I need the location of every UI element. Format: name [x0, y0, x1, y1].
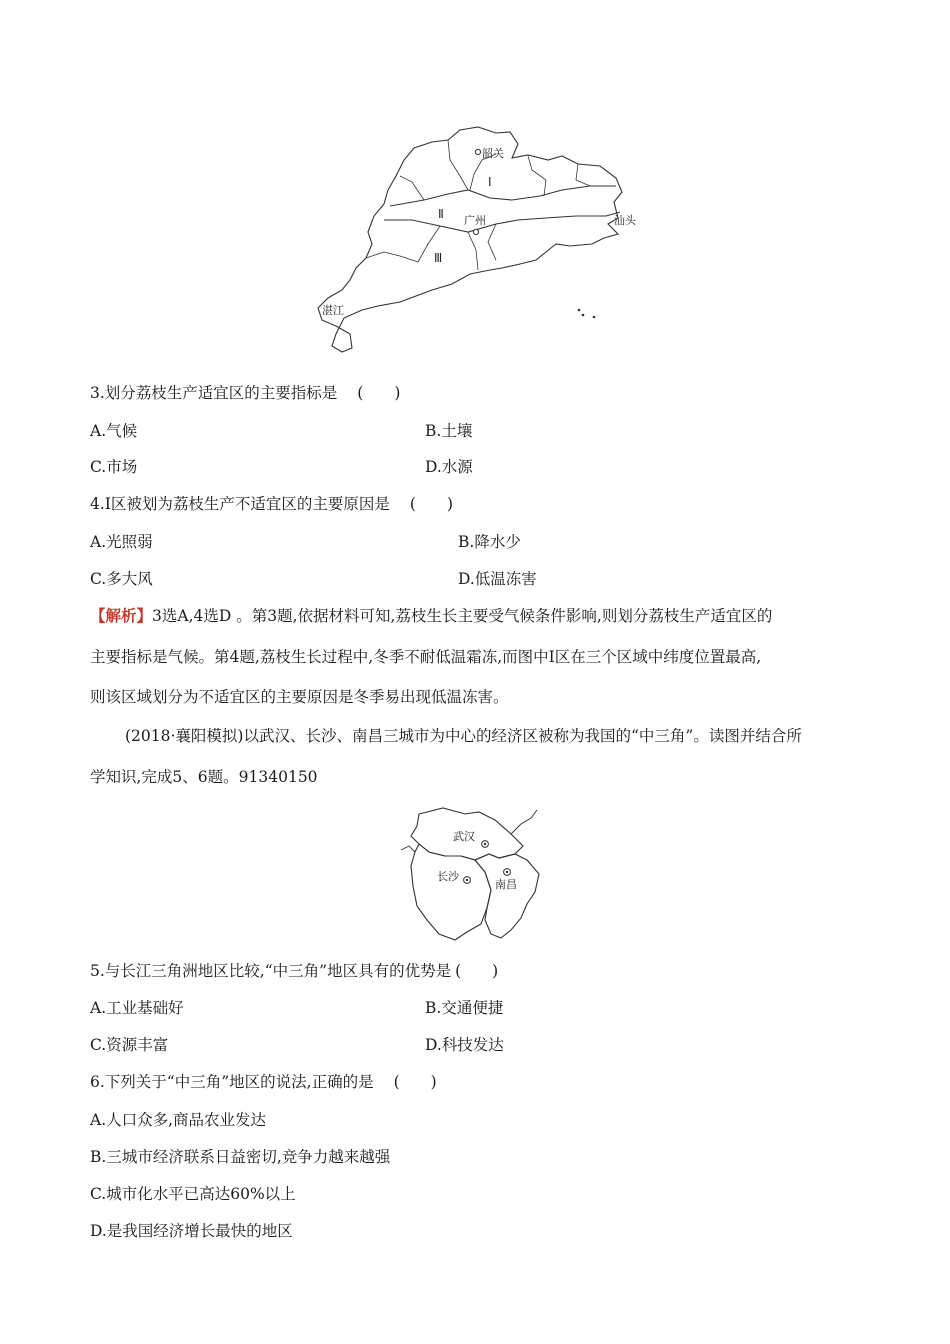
intro-line-1: (2018·襄阳模拟)以武汉、长沙、南昌三城市为中心的经济区被称为我国的“中三角”。读图并结合所 [125, 727, 802, 745]
q3-stem: 3.划分荔枝生产适宜区的主要指标是 ( ) [90, 384, 401, 402]
inner-boundary [400, 176, 424, 200]
label-zone-2: Ⅱ [438, 207, 444, 221]
q4-stem: 4.Ⅰ区被划为荔枝生产不适宜区的主要原因是 ( ) [90, 495, 454, 513]
q5-stem: 5.与长江三角洲地区比较,“中三角”地区具有的优势是 ( ) [90, 962, 499, 980]
analysis-line-3: 则该区域划分为不适宜区的主要原因是冬季易出现低温冻害。 [90, 688, 509, 706]
q5-option-b: B.交通便捷 [425, 999, 504, 1017]
label-shaoguan: 韶关 [482, 147, 504, 160]
wuhan-marker [482, 841, 489, 848]
island-mark [582, 314, 585, 317]
label-nanchang: 南昌 [495, 878, 517, 891]
changsha-marker [464, 877, 471, 884]
q4-option-b: B.降水少 [458, 533, 521, 551]
inner-boundary [448, 140, 468, 190]
label-guangzhou: 广州 [464, 214, 486, 227]
q6-option-c: C.城市化水平已高达60%以上 [90, 1185, 296, 1203]
island-mark [578, 309, 581, 312]
q3-option-d: D.水源 [425, 458, 473, 476]
label-zone-1: Ⅰ [488, 175, 492, 189]
river-line [511, 810, 537, 834]
q5-option-a: A.工业基础好 [90, 999, 184, 1017]
q6-answer-paren: ( ) [393, 1073, 437, 1091]
q3-option-c: C.市场 [90, 458, 138, 476]
inner-boundary [576, 164, 590, 186]
guangdong-zone-map [300, 120, 640, 360]
zone-boundary-south [384, 212, 620, 232]
middle-triangle-map [395, 800, 555, 945]
q4-option-a: A.光照弱 [90, 533, 153, 551]
label-changsha: 长沙 [437, 870, 459, 883]
q3-option-a: A.气候 [90, 422, 138, 440]
q5-option-d: D.科技发达 [425, 1036, 504, 1054]
q6-option-d: D.是我国经济增长最快的地区 [90, 1222, 293, 1240]
q5-answer-paren: ( ) [455, 962, 499, 980]
q6-option-b: B.三城市经济联系日益密切,竞争力越来越强 [90, 1148, 391, 1166]
island-mark [593, 316, 596, 319]
guangzhou-point [473, 229, 478, 234]
zone-boundary-north [390, 186, 616, 206]
q3-answer-paren: ( ) [357, 384, 401, 402]
river-line [401, 846, 415, 852]
inner-boundary [488, 224, 496, 260]
label-zone-3: Ⅲ [434, 251, 443, 265]
guangdong-outline [318, 127, 622, 352]
analysis-tag: 【解析】 [90, 606, 153, 625]
jiangxi-region [475, 854, 539, 938]
inner-boundary [366, 252, 418, 262]
analysis-line-1: 【解析】3选A,4选D 。第3题,依据材料可知,荔枝生长主要受气候条件影响,则划分荔枝生产适宜区的 [90, 606, 773, 625]
shaoguan-point [475, 149, 480, 154]
q6-stem: 6.下列关于“中三角”地区的说法,正确的是 ( ) [90, 1073, 437, 1091]
analysis-line-2: 主要指标是气候。第4题,荔枝生长过程中,冬季不耐低温霜冻,而图中Ⅰ区在三个区域中纬度位置最高, [90, 648, 762, 666]
nanchang-marker [504, 869, 511, 876]
q4-answer-paren: ( ) [409, 495, 454, 513]
label-zhanjiang: 湛江 [322, 304, 344, 317]
q4-option-d: D.低温冻害 [458, 570, 537, 588]
inner-boundary [528, 156, 546, 196]
intro-line-2: 学知识,完成5、6题。91340150 [90, 768, 318, 786]
q6-option-a: A.人口众多,商品农业发达 [90, 1111, 267, 1129]
label-shantou: 汕头 [614, 214, 636, 227]
q4-option-c: C.多大风 [90, 570, 153, 588]
q3-option-b: B.土壤 [425, 422, 473, 440]
q5-option-c: C.资源丰富 [90, 1036, 169, 1054]
inner-boundary [468, 232, 478, 270]
label-wuhan: 武汉 [453, 830, 475, 843]
